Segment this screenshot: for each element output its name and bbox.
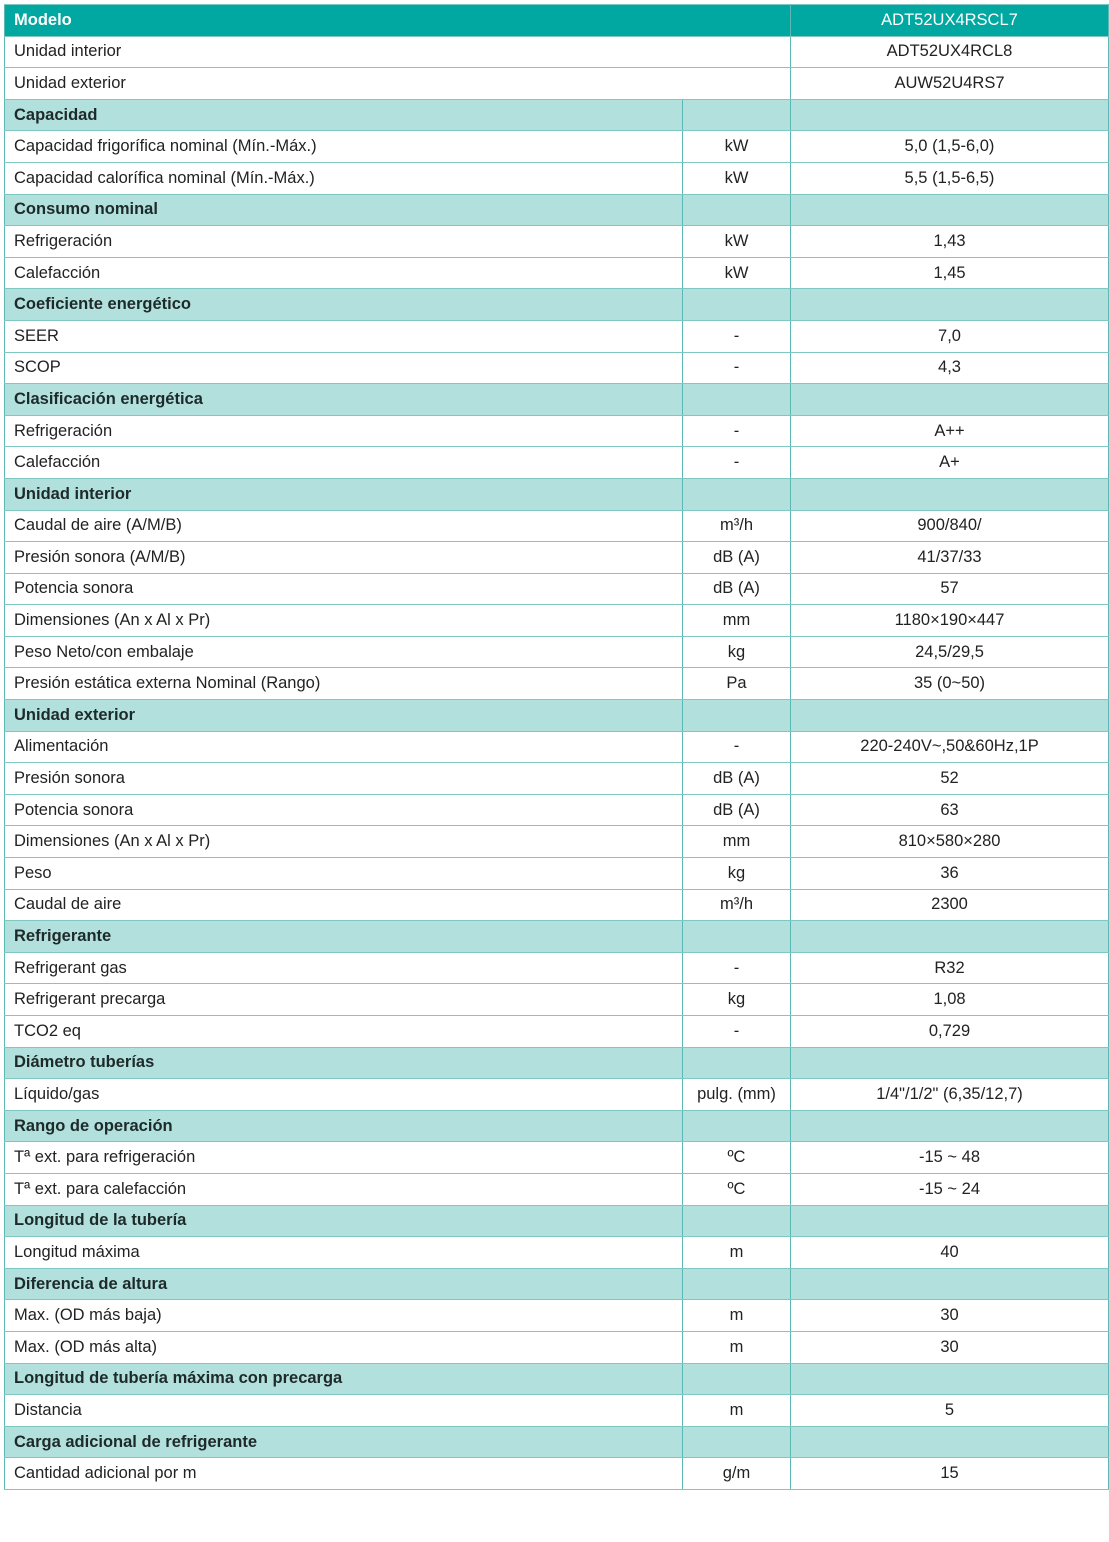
spec-row bbox=[5, 352, 1109, 384]
section-header-row bbox=[5, 921, 1109, 953]
section-title: Clasificación energética bbox=[5, 384, 683, 416]
unit-row-outdoor bbox=[5, 68, 1109, 100]
spec-value: 63 bbox=[791, 794, 1109, 826]
spec-row bbox=[5, 257, 1109, 289]
spec-row bbox=[5, 858, 1109, 890]
spec-row bbox=[5, 131, 1109, 163]
spec-unit: - bbox=[683, 447, 791, 479]
model-value: ADT52UX4RSCL7 bbox=[791, 5, 1109, 37]
spec-label: Max. (OD más alta) bbox=[5, 1331, 683, 1363]
spec-label: Refrigeración bbox=[5, 226, 683, 258]
section-title: Refrigerante bbox=[5, 921, 683, 953]
spec-unit: dB (A) bbox=[683, 794, 791, 826]
spec-row bbox=[5, 1079, 1109, 1111]
spec-row bbox=[5, 1237, 1109, 1269]
section-value-cell bbox=[791, 700, 1109, 732]
section-value-cell bbox=[791, 384, 1109, 416]
spec-unit: kg bbox=[683, 984, 791, 1016]
spec-value: 30 bbox=[791, 1331, 1109, 1363]
section-value-cell bbox=[791, 1205, 1109, 1237]
spec-unit: kW bbox=[683, 257, 791, 289]
spec-row bbox=[5, 984, 1109, 1016]
spec-unit: g/m bbox=[683, 1458, 791, 1490]
section-unit-cell bbox=[683, 289, 791, 321]
spec-value: 1,43 bbox=[791, 226, 1109, 258]
section-header-row bbox=[5, 1426, 1109, 1458]
spec-row bbox=[5, 794, 1109, 826]
unit-row-indoor bbox=[5, 36, 1109, 68]
unit-model-value: ADT52UX4RCL8 bbox=[791, 36, 1109, 68]
spec-value: 40 bbox=[791, 1237, 1109, 1269]
spec-label: Presión estática externa Nominal (Rango) bbox=[5, 668, 683, 700]
spec-row bbox=[5, 1395, 1109, 1427]
section-header-row bbox=[5, 700, 1109, 732]
section-value-cell bbox=[791, 921, 1109, 953]
spec-table bbox=[4, 4, 1109, 1490]
section-value-cell bbox=[791, 1047, 1109, 1079]
spec-value: -15 ~ 48 bbox=[791, 1142, 1109, 1174]
section-header-row bbox=[5, 194, 1109, 226]
section-header-row bbox=[5, 1268, 1109, 1300]
spec-value: 2300 bbox=[791, 889, 1109, 921]
spec-row bbox=[5, 1300, 1109, 1332]
spec-value: 1/4"/1/2" (6,35/12,7) bbox=[791, 1079, 1109, 1111]
model-row bbox=[5, 5, 1109, 37]
spec-value: 900/840/ bbox=[791, 510, 1109, 542]
section-title: Capacidad bbox=[5, 99, 683, 131]
spec-unit: - bbox=[683, 320, 791, 352]
spec-label: Caudal de aire (A/M/B) bbox=[5, 510, 683, 542]
section-header-row bbox=[5, 289, 1109, 321]
spec-row bbox=[5, 1016, 1109, 1048]
section-value-cell bbox=[791, 1110, 1109, 1142]
spec-label: Potencia sonora bbox=[5, 573, 683, 605]
spec-unit: ºC bbox=[683, 1142, 791, 1174]
section-header-row bbox=[5, 1047, 1109, 1079]
spec-unit: kW bbox=[683, 131, 791, 163]
spec-value: 220-240V~,50&60Hz,1P bbox=[791, 731, 1109, 763]
section-title: Unidad interior bbox=[5, 478, 683, 510]
unit-label: Unidad exterior bbox=[5, 68, 791, 100]
spec-value: -15 ~ 24 bbox=[791, 1173, 1109, 1205]
section-title: Coeficiente energético bbox=[5, 289, 683, 321]
spec-row bbox=[5, 320, 1109, 352]
spec-label: SCOP bbox=[5, 352, 683, 384]
section-title: Longitud de tubería máxima con precarga bbox=[5, 1363, 683, 1395]
spec-unit: pulg. (mm) bbox=[683, 1079, 791, 1111]
section-unit-cell bbox=[683, 921, 791, 953]
section-title: Carga adicional de refrigerante bbox=[5, 1426, 683, 1458]
spec-value: R32 bbox=[791, 952, 1109, 984]
spec-unit: ºC bbox=[683, 1173, 791, 1205]
spec-row bbox=[5, 636, 1109, 668]
spec-label: TCO2 eq bbox=[5, 1016, 683, 1048]
spec-row bbox=[5, 731, 1109, 763]
spec-label: Calefacción bbox=[5, 257, 683, 289]
spec-label: Capacidad frigorífica nominal (Mín.-Máx.) bbox=[5, 131, 683, 163]
section-unit-cell bbox=[683, 1205, 791, 1237]
section-unit-cell bbox=[683, 1426, 791, 1458]
spec-row bbox=[5, 952, 1109, 984]
unit-model-value: AUW52U4RS7 bbox=[791, 68, 1109, 100]
spec-label: Potencia sonora bbox=[5, 794, 683, 826]
section-header-row bbox=[5, 1205, 1109, 1237]
spec-value: 1180×190×447 bbox=[791, 605, 1109, 637]
spec-unit: kg bbox=[683, 858, 791, 890]
spec-row bbox=[5, 668, 1109, 700]
spec-unit: dB (A) bbox=[683, 542, 791, 574]
spec-value: 5 bbox=[791, 1395, 1109, 1427]
spec-label: Tª ext. para calefacción bbox=[5, 1173, 683, 1205]
spec-unit: - bbox=[683, 415, 791, 447]
spec-value: 15 bbox=[791, 1458, 1109, 1490]
spec-row bbox=[5, 573, 1109, 605]
spec-unit: Pa bbox=[683, 668, 791, 700]
spec-label: Dimensiones (An x Al x Pr) bbox=[5, 605, 683, 637]
spec-row bbox=[5, 1173, 1109, 1205]
spec-unit: m bbox=[683, 1331, 791, 1363]
spec-row bbox=[5, 763, 1109, 795]
spec-row bbox=[5, 162, 1109, 194]
section-unit-cell bbox=[683, 384, 791, 416]
section-unit-cell bbox=[683, 478, 791, 510]
section-value-cell bbox=[791, 1268, 1109, 1300]
section-value-cell bbox=[791, 99, 1109, 131]
spec-row bbox=[5, 605, 1109, 637]
spec-value: 35 (0~50) bbox=[791, 668, 1109, 700]
spec-unit: - bbox=[683, 352, 791, 384]
spec-label: Refrigerant precarga bbox=[5, 984, 683, 1016]
spec-row bbox=[5, 510, 1109, 542]
section-value-cell bbox=[791, 289, 1109, 321]
spec-unit: mm bbox=[683, 605, 791, 637]
section-title: Longitud de la tubería bbox=[5, 1205, 683, 1237]
spec-label: Tª ext. para refrigeración bbox=[5, 1142, 683, 1174]
spec-row bbox=[5, 826, 1109, 858]
spec-table-body bbox=[5, 5, 1109, 1490]
spec-unit: m bbox=[683, 1300, 791, 1332]
spec-value: 30 bbox=[791, 1300, 1109, 1332]
unit-label: Unidad interior bbox=[5, 36, 791, 68]
spec-value: 52 bbox=[791, 763, 1109, 795]
spec-row bbox=[5, 542, 1109, 574]
spec-value: 4,3 bbox=[791, 352, 1109, 384]
spec-row bbox=[5, 415, 1109, 447]
spec-unit: - bbox=[683, 1016, 791, 1048]
section-unit-cell bbox=[683, 1268, 791, 1300]
spec-label: Longitud máxima bbox=[5, 1237, 683, 1269]
spec-unit: m³/h bbox=[683, 889, 791, 921]
spec-row bbox=[5, 447, 1109, 479]
spec-unit: mm bbox=[683, 826, 791, 858]
section-header-row bbox=[5, 1363, 1109, 1395]
section-title: Rango de operación bbox=[5, 1110, 683, 1142]
spec-label: Max. (OD más baja) bbox=[5, 1300, 683, 1332]
section-title: Consumo nominal bbox=[5, 194, 683, 226]
section-value-cell bbox=[791, 194, 1109, 226]
spec-label: Refrigeración bbox=[5, 415, 683, 447]
spec-unit: - bbox=[683, 952, 791, 984]
spec-value: 1,08 bbox=[791, 984, 1109, 1016]
spec-label: Calefacción bbox=[5, 447, 683, 479]
spec-value: 36 bbox=[791, 858, 1109, 890]
spec-value: 24,5/29,5 bbox=[791, 636, 1109, 668]
spec-unit: - bbox=[683, 731, 791, 763]
spec-value: 810×580×280 bbox=[791, 826, 1109, 858]
spec-unit: kg bbox=[683, 636, 791, 668]
section-header-row bbox=[5, 99, 1109, 131]
section-value-cell bbox=[791, 1426, 1109, 1458]
section-unit-cell bbox=[683, 700, 791, 732]
section-header-row bbox=[5, 384, 1109, 416]
section-header-row bbox=[5, 1110, 1109, 1142]
spec-row bbox=[5, 1142, 1109, 1174]
section-unit-cell bbox=[683, 1363, 791, 1395]
spec-unit: dB (A) bbox=[683, 573, 791, 605]
spec-label: Dimensiones (An x Al x Pr) bbox=[5, 826, 683, 858]
spec-label: Alimentación bbox=[5, 731, 683, 763]
spec-unit: m bbox=[683, 1237, 791, 1269]
spec-row bbox=[5, 226, 1109, 258]
section-unit-cell bbox=[683, 99, 791, 131]
spec-label: Caudal de aire bbox=[5, 889, 683, 921]
section-value-cell bbox=[791, 1363, 1109, 1395]
spec-value: 5,5 (1,5-6,5) bbox=[791, 162, 1109, 194]
spec-label: Distancia bbox=[5, 1395, 683, 1427]
spec-label: Cantidad adicional por m bbox=[5, 1458, 683, 1490]
spec-value: 41/37/33 bbox=[791, 542, 1109, 574]
section-header-row bbox=[5, 478, 1109, 510]
section-value-cell bbox=[791, 478, 1109, 510]
spec-value: 57 bbox=[791, 573, 1109, 605]
spec-unit: dB (A) bbox=[683, 763, 791, 795]
spec-unit: kW bbox=[683, 226, 791, 258]
spec-value: 7,0 bbox=[791, 320, 1109, 352]
spec-label: Presión sonora (A/M/B) bbox=[5, 542, 683, 574]
section-unit-cell bbox=[683, 194, 791, 226]
model-label: Modelo bbox=[5, 5, 791, 37]
spec-label: Presión sonora bbox=[5, 763, 683, 795]
spec-value: 1,45 bbox=[791, 257, 1109, 289]
section-unit-cell bbox=[683, 1047, 791, 1079]
spec-value: A+ bbox=[791, 447, 1109, 479]
spec-label: SEER bbox=[5, 320, 683, 352]
section-title: Diferencia de altura bbox=[5, 1268, 683, 1300]
spec-label: Capacidad calorífica nominal (Mín.-Máx.) bbox=[5, 162, 683, 194]
spec-value: 5,0 (1,5-6,0) bbox=[791, 131, 1109, 163]
section-unit-cell bbox=[683, 1110, 791, 1142]
section-title: Diámetro tuberías bbox=[5, 1047, 683, 1079]
spec-unit: m bbox=[683, 1395, 791, 1427]
spec-value: A++ bbox=[791, 415, 1109, 447]
spec-label: Líquido/gas bbox=[5, 1079, 683, 1111]
spec-row bbox=[5, 889, 1109, 921]
spec-label: Peso Neto/con embalaje bbox=[5, 636, 683, 668]
spec-label: Refrigerant gas bbox=[5, 952, 683, 984]
spec-row bbox=[5, 1331, 1109, 1363]
section-title: Unidad exterior bbox=[5, 700, 683, 732]
spec-value: 0,729 bbox=[791, 1016, 1109, 1048]
spec-unit: m³/h bbox=[683, 510, 791, 542]
spec-unit: kW bbox=[683, 162, 791, 194]
spec-label: Peso bbox=[5, 858, 683, 890]
spec-row bbox=[5, 1458, 1109, 1490]
